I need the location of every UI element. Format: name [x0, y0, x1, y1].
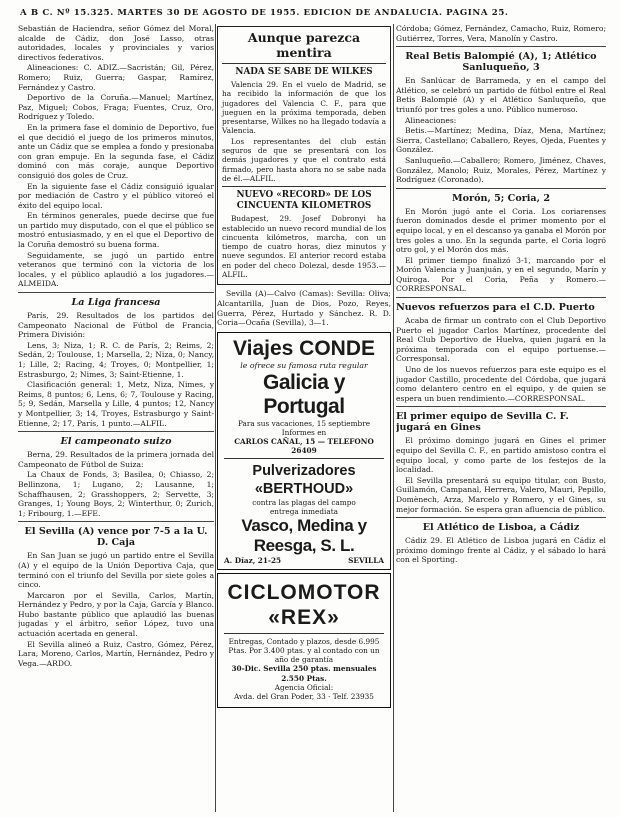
article-paragraph: Cádiz 29. El Atlético de Lisboa jugará en Cádiz el próximo domingo frente al Cádiz, y el sábado lo hará con el Sporting. — [396, 536, 606, 565]
ad-headline: Galicia y Portugal — [263, 370, 345, 418]
section-divider — [396, 188, 606, 189]
article-paragraph: En la primera fase el dominio de Deportivo, fue el que decidió el juego de los primeros minutos, ante un Cádiz que se emplea a fondo y presionaba con gran empuje. En la segunda fase, el Cádiz dominó con más coraje, aunque Deportivo consiguió dos goles de Cruz. — [18, 122, 214, 180]
column-divider — [393, 24, 394, 812]
article-paragraph: En San Juan se jugó un partido entre el Sevilla (A) y el equipo de la Unión Deportiva Caja, que terminó con el triunfo del Sevilla por siete goles a cinco. — [18, 551, 214, 590]
ad-brand: Viajes CONDE — [232, 336, 375, 360]
column-right — [396, 24, 606, 814]
ad-divider — [224, 458, 384, 459]
article-paragraph: El Sevilla alineó a Ruiz, Castro, Gómez, Pérez, Lara, Moreno, Carlos, Martín, Hernández, Pedro y Vega.—ARDO. — [18, 639, 214, 668]
article-paragraph: En la siguiente fase el Cádiz consiguió igualar por mediación de Castro y el público vitoreó el éxito del equipo local. — [18, 181, 214, 210]
article-paragraph: Acaba de firmar un contrato con el Club Deportivo Puerto el jugador Carlos Martínez, procedente del Real Club Deportivo de Huelva, quien jugará en la próxima temporada con el equipo portuense.—Corresponsal. — [396, 316, 606, 364]
ad-text: contra las plagas del campo — [252, 497, 356, 507]
result-paragraph: Sevilla (A)—Calvo (Camas): Sevilla: Oliva; Alcantarilla, Juan de Dios, Pozo, Reyes, Guerra, Pérez, Hurtado y Sánchez. R. D. Coria—Ocaña (Sevilla), 3—1. — [217, 289, 391, 328]
ad-text: Informes en — [281, 427, 327, 437]
ad-text: 30-Dic. Sevilla 250 ptas. mensuales 2.550 Ptas. — [231, 664, 377, 683]
column-middle — [217, 24, 391, 814]
box-divider — [222, 63, 386, 64]
article-paragraph: París, 29. Resultados de los partidos del Campeonato Nacional de Fútbol de Francia, Primera División: — [18, 311, 214, 340]
section-divider — [396, 517, 606, 518]
article-paragraph: Marcaron por el Sevilla, Carlos, Martín, Hernández y Pedro, y por la Caja, García y Blanco. Hubo bastante público que aplaudió las buenas jugadas y el árbitro, señor López, tuvo una actuación acertada en general. — [18, 590, 214, 639]
box-paragraph: Valencia 29. En el vuelo de Madrid, se ha recibido la información de que los jugadores del Valencia C. F., para que jueguen en la próxima temporada, deben presentarse, Wilkes no ha llegado todavía a Valencia. — [222, 80, 386, 136]
ad-brand: CICLOMOTOR — [227, 580, 381, 604]
headline-gines: El primer equipo de Sevilla C. F. jugará en Gines — [396, 411, 569, 434]
box-subheading: NADA SE SABE DE WILKES — [235, 67, 373, 77]
box-subheading: NUEVO «RECORD» DE LOS CINCUENTA KILOMETROS — [236, 190, 372, 212]
article-paragraph: El Sevilla presentará su equipo titular, con Busto, Guillamón, Campanal, Herrera, Valero, Mauri, Pepillo, Domènech, Arza, Marcelo y Romero, y el Gines, su mejor formación. Se espera gran afluencia de público. — [396, 475, 606, 514]
advertisement-viajes-conde — [217, 332, 391, 570]
article-paragraph: En términos generales, puede decirse que fue un partido muy disputado, con el que el público se mostró entusiasmado, y en el que el Deportivo de la Coruña demostró su buena forma. — [18, 211, 214, 250]
headline-liga: La Liga francesa — [71, 297, 161, 309]
ad-address — [224, 556, 384, 565]
news-box — [217, 26, 391, 285]
article-paragraph: En Sanlúcar de Barrameda, y en el campo del Atlético, se celebró un partido de fútbol entre el Real Betis Balompié (A) y el Atlético Sanluqueño, que triunfó por tres goles a uno. Público numeroso. — [396, 76, 606, 114]
article-paragraph: Alineaciones: C. ADIZ.—Sacristán; Gil, Pérez, Romero; Ruiz, Guerra; Gaspar, Ramírez, Fernández y Castro. — [18, 63, 214, 92]
box-title: Aunque parezca mentira — [247, 30, 361, 60]
section-divider — [18, 292, 214, 293]
ad-address: Avda. del Gran Poder, 33 · Telf. 23935 — [234, 691, 374, 701]
headline-sevilla: El Sevilla (A) vence por 7-5 a la U. D. Caja — [24, 526, 208, 549]
section-divider — [18, 521, 214, 522]
article-paragraph: Betis.—Martínez; Medina, Díaz, Mena, Martínez; Sierra, Castellano; Caballero, Reyes, Ojeda, Fuentes y González. — [396, 126, 606, 155]
ad-address-street: A. Díaz, 21-25 — [224, 555, 282, 565]
article-paragraph: Clasificación general: 1, Metz, Niza, Nimes, y Reims, 8 puntos; 6, Lens, 6; 7, Toulouse y Racing, 5; 9, Sedán, Marsella y Lille, 4 puntos; 12, Nancy y Montpellier, 3; 14, Troyes, Estrasburgo y Saint-Etienne, 2; 17, París, 1 punto.—ALFIL. — [18, 380, 214, 428]
article-paragraph: La Chaux de Fonds, 3; Basilea, 0; Chiasso, 2; Bellinzona, 1; Lugano, 2; Lausanne, 1; Schaffhausen, 2; Grasshoppers, 2; Servette, 3; Granges, 1; Young Boys, 2; Winterthur, 0; Zurich, 1; Fribourg, 1.—EFE. — [18, 470, 214, 518]
article-paragraph: Sanluqueño.—Caballero; Romero, Jiménez, Chaves, González, Manolo; Ruiz, Morales, Pérez, Martínez y Rodríguez (Coronado). — [396, 155, 606, 185]
article-paragraph: Lens, 3; Niza, 1; R. C. de París, 2; Reims, 2; Sedán, 2; Toulouse, 1; Marsella, 2; Niza, 0; Nancy, 1; Lille, 2; Racing, 4; Troyes, 0; Montpellier, 1; Estrasburgo, 2; Nimes, 3; Saint-Etienne, 1. — [18, 340, 214, 379]
section-divider — [396, 406, 606, 407]
ad-tagline: le ofrece su famosa ruta regular — [240, 360, 368, 370]
column-left — [18, 24, 214, 814]
box-paragraph: Budapest, 29. Josef Dobronyi ha establecido un nuevo record mundial de los cincuenta kilómetros, marcha, con un tiempo de cuatro horas, diez minutos y nueve segundos. El anterior record estaba en poder del checo Dolezal, desde 1953.—ALFIL. — [222, 214, 386, 280]
headline-betis: Real Betis Balompié (A), 1; Atlético Sanluqueño, 3 — [405, 51, 597, 74]
article-paragraph: En Morón jugó ante el Coria. Los coriarenses fueron dominados desde el primer momento por el equipo local, y en el descanso ya ganaba el Morón por tres goles a uno. En la segunda parte, el Coria logró otro gol, y el Morón dos más. — [396, 206, 606, 255]
section-divider — [18, 431, 214, 432]
column-divider — [215, 24, 216, 812]
ad-text: Entregas, Contado y plazos, desde 6.995 Ptas. Por 3.400 ptas. y al contado con un año de garantía — [228, 636, 380, 665]
ad-product: Pulverizadores «BERTHOUD» — [252, 462, 356, 497]
headline-suizo: El campeonato suizo — [60, 436, 172, 448]
article-paragraph: Berna, 29. Resultados de la primera jornada del Campeonato de Fútbol de Suiza: — [18, 450, 214, 469]
headline-cadiz: El Atlético de Lisboa, a Cádiz — [422, 522, 580, 534]
ad-text: Para sus vacaciones, 15 septiembre — [237, 418, 371, 428]
ad-brand-name: «REX» — [268, 605, 340, 629]
article-paragraph: Deportivo de la Coruña.—Manuel; Martínez, Paz, Miguel; Cobos, Fraga; Fuentes, Cruz, Oro, Rodríguez y Toledo. — [18, 93, 214, 122]
headline-moron: Morón, 5; Coria, 2 — [452, 192, 550, 204]
box-paragraph: Los representantes del club están seguros de que se presentará con los demás jugadores y que el contrato está firmado, pero hasta ahora no se sabe nada de él.—ALFIL. — [222, 136, 386, 183]
ad-text: entrega inmediata — [269, 506, 338, 516]
article-paragraph: Uno de los nuevos refuerzos para este equipo es el jugador Castillo, procedente del Córdoba, que jugará como delantero centro en el equipo, y de quien se espera un buen rendimiento.—CORRESPONSAL. — [396, 365, 606, 403]
article-paragraph: El primer tiempo finalizó 3-1, marcando por el Morón Valencia y Juanjuán, y en el segundo, Marín y Quiroga. Por el Coria, Peña y Romero.—CORRESPONSAL. — [396, 255, 606, 294]
page-header: A B C. Nº 15.325. MARTES 30 DE AGOSTO DE 1955. EDICION DE ANDALUCIA. PAGINA 25. — [20, 8, 509, 18]
article-paragraph: Alineaciones: — [405, 115, 457, 125]
ad-contact: CARLOS CAÑAL, 15 — TELEFONO 26409 — [234, 436, 374, 455]
box-divider — [222, 186, 386, 187]
article-paragraph: Sebastián de Haciendra, señor Gómez del Moral, alcalde de Cádiz, don José Lasso, otras autoridades, locales y provinciales y varios directivos federativos. — [18, 24, 214, 62]
article-paragraph: El próximo domingo jugará en Gines el primer equipo del Sevilla C. F., en partido amistoso contra el equipo local, y como parte de los festejos de la localidad. — [396, 436, 606, 475]
ad-company: Vasco, Medina y Reesga, S. L. — [241, 515, 367, 555]
ad-text: Agencia Oficial: — [274, 682, 334, 692]
article-paragraph: Córdoba; Gómez, Fernández, Camacho, Ruiz, Romero; Gutiérrez, Torres, Vera, Manolín y Castro. — [396, 24, 606, 43]
article-paragraph: Seguidamente, se jugó un partido entre veteranos que terminó con la victoria de los locales, y el público aplaudió a los jugadores.—ALMEIDA. — [18, 250, 214, 289]
section-divider — [396, 297, 606, 298]
section-divider — [396, 46, 606, 47]
ad-address-city: SEVILLA — [348, 555, 384, 565]
headline-puerto: Nuevos refuerzos para el C.D. Puerto — [396, 302, 595, 314]
ad-divider — [224, 633, 384, 634]
advertisement-ciclomotor — [217, 573, 391, 708]
